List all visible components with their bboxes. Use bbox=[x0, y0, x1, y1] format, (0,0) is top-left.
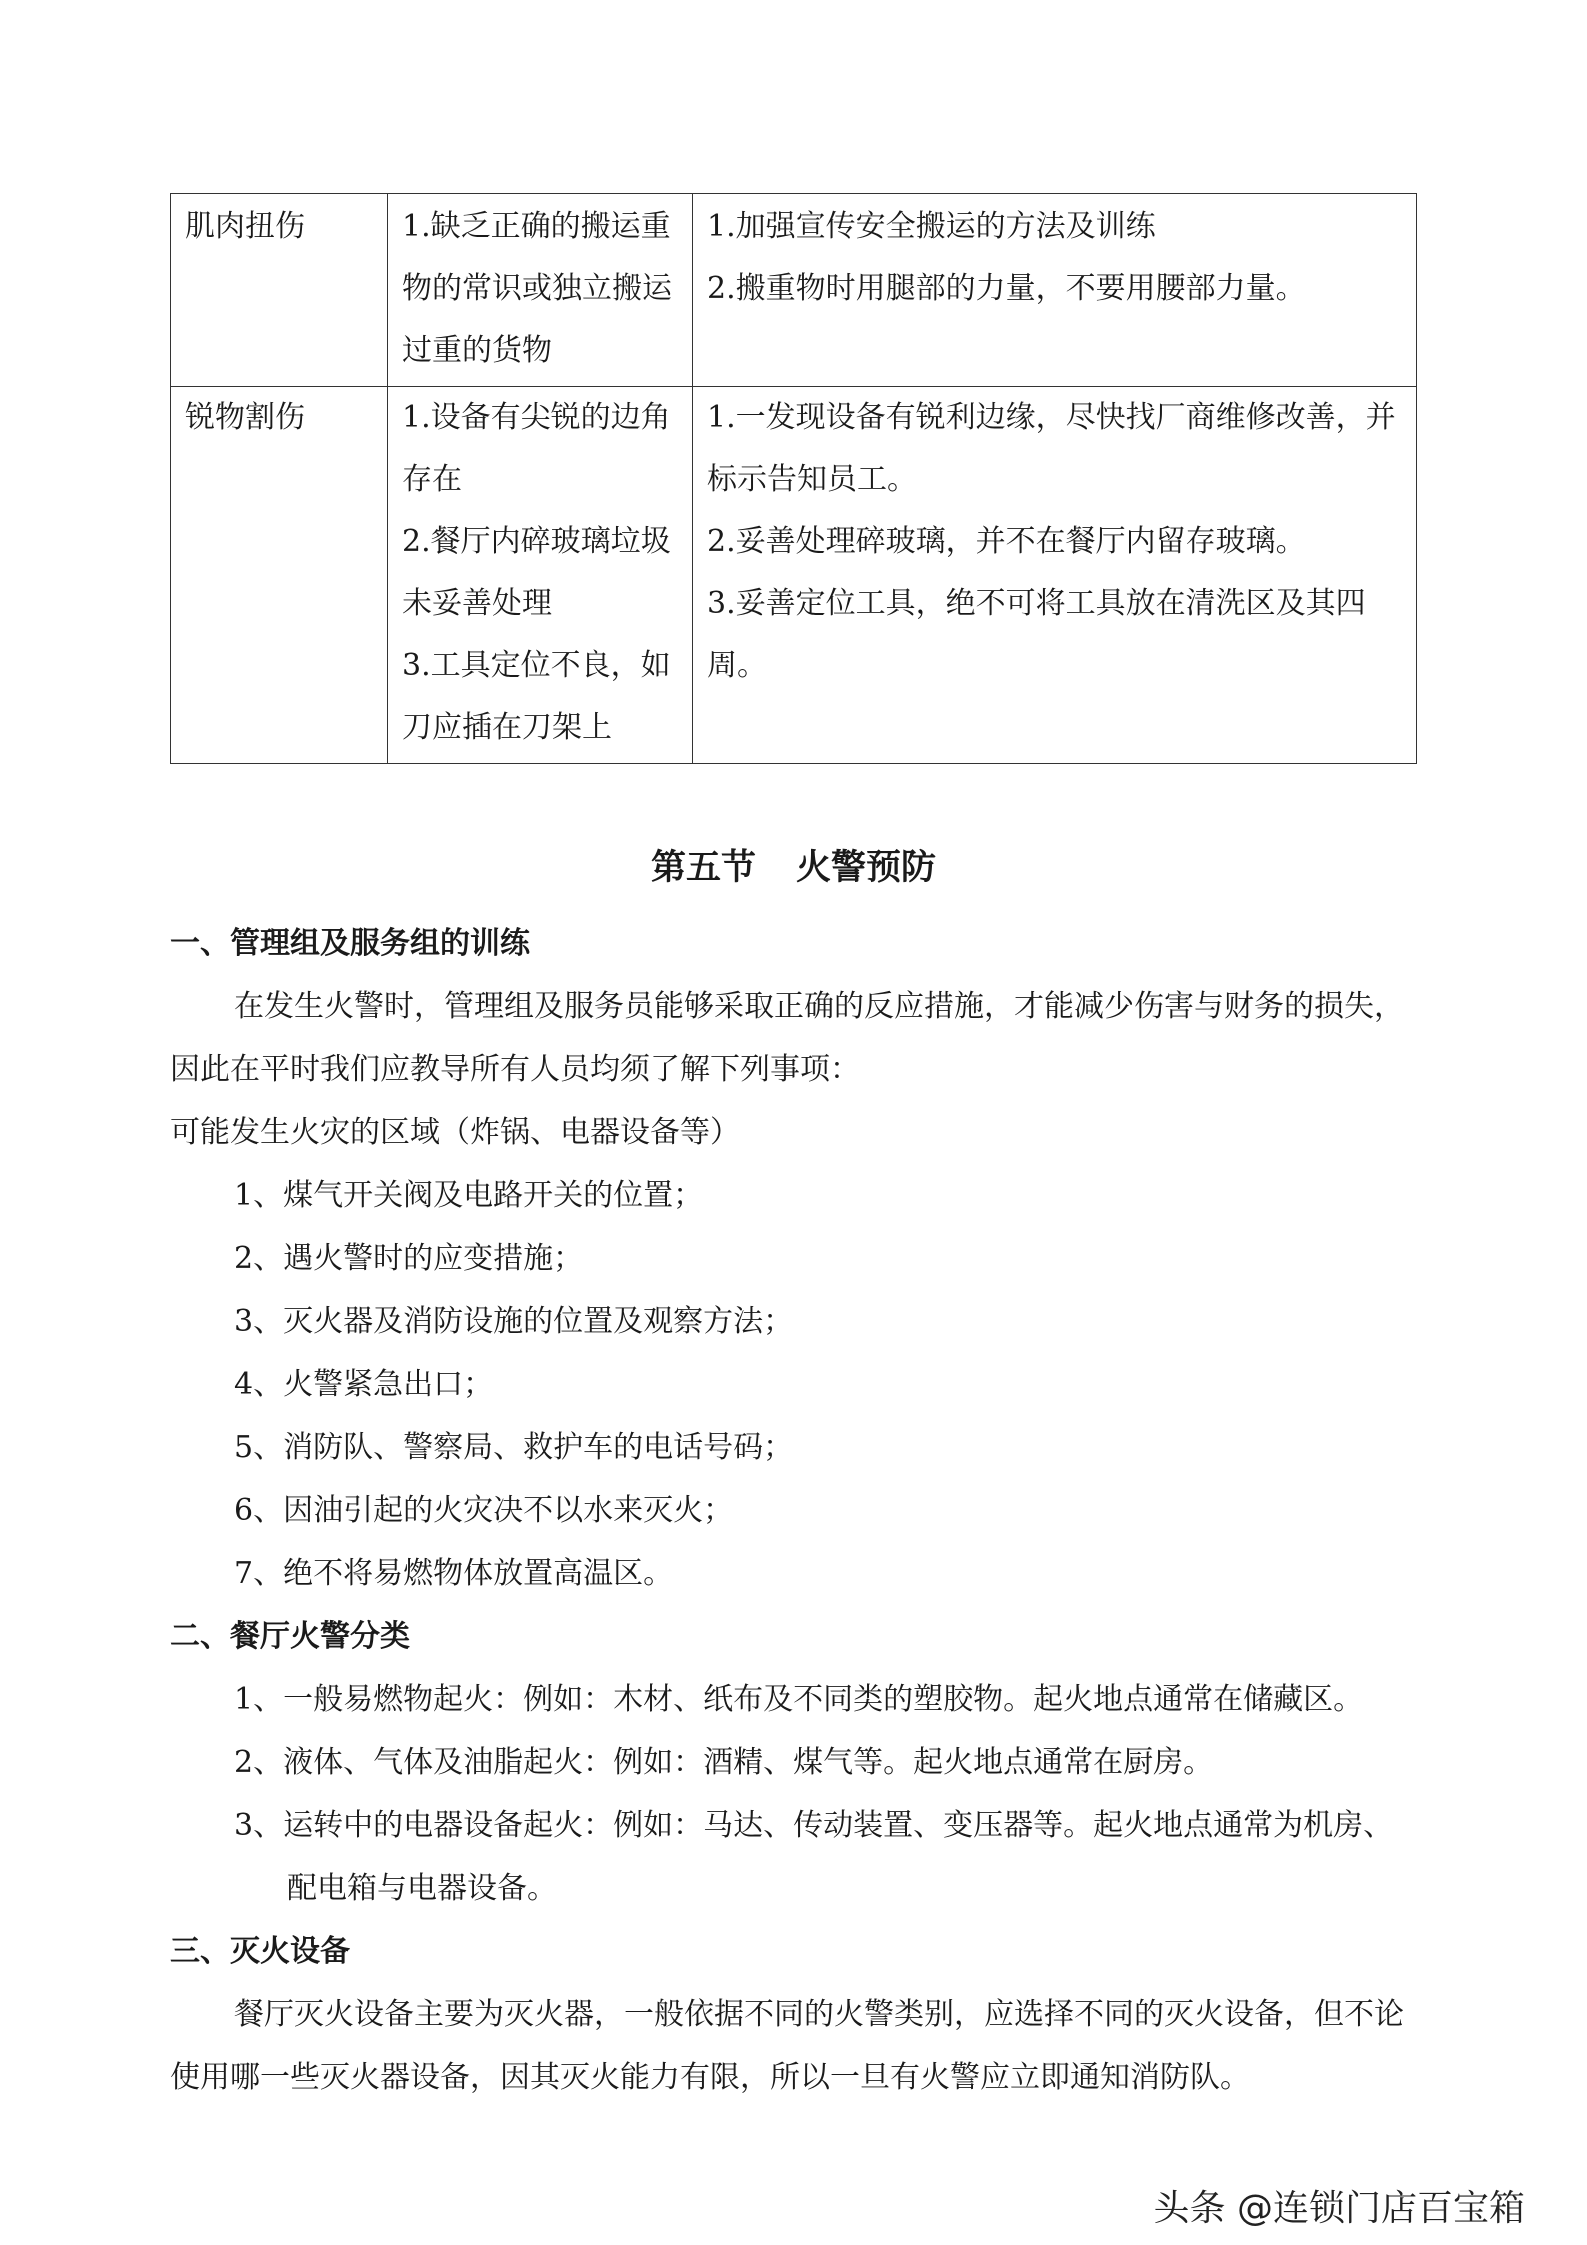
part3-heading: 三、灭火设备 bbox=[170, 1934, 350, 1969]
list-item: 2、遇火警时的应变措施； bbox=[234, 1241, 584, 1276]
document-body bbox=[170, 912, 1416, 2109]
measure-item: 3.妥善定位工具，绝不可将工具放在清洗区及其四周。 bbox=[707, 586, 1366, 683]
measures-cell bbox=[693, 194, 1417, 387]
measure-item: 2.搬重物时用腿部的力量，不要用腰部力量。 bbox=[707, 271, 1306, 306]
list-item: 2、液体、气体及油脂起火：例如：酒精、煤气等。起火地点通常在厨房。 bbox=[234, 1745, 1214, 1780]
cause-item: 1.设备有尖锐的边角存在 bbox=[402, 400, 671, 497]
hazard-cell: 肌肉扭伤 bbox=[171, 194, 388, 387]
measure-item: 1.加强宣传安全搬运的方法及训练 bbox=[707, 209, 1156, 244]
list-item: 4、火警紧急出口； bbox=[234, 1367, 494, 1402]
list-item: 1、煤气开关阀及电路开关的位置； bbox=[234, 1178, 704, 1213]
list-item: 1、一般易燃物起火：例如：木材、纸布及不同类的塑胶物。起火地点通常在储藏区。 bbox=[234, 1682, 1364, 1717]
table-row bbox=[171, 387, 1417, 764]
list-item: 7、绝不将易燃物体放置高温区。 bbox=[234, 1556, 674, 1591]
measures-cell bbox=[693, 387, 1417, 764]
measure-item: 1.一发现设备有锐利边缘，尽快找厂商维修改善，并标示告知员工。 bbox=[707, 400, 1396, 497]
causes-cell bbox=[388, 194, 693, 387]
part1-areas: 可能发生火灾的区域（炸锅、电器设备等） bbox=[170, 1115, 740, 1150]
hazard-table bbox=[170, 193, 1417, 764]
cause-item: 1.缺乏正确的搬运重物的常识或独立搬运过重的货物 bbox=[402, 209, 672, 368]
part1-intro: 在发生火警时，管理组及服务员能够采取正确的反应措施，才能减少伤害与财务的损失，因此在平时我们应教导所有人员均须了解下列事项： bbox=[170, 989, 1404, 1087]
list-item: 3、灭火器及消防设施的位置及观察方法； bbox=[234, 1304, 794, 1339]
causes-cell bbox=[388, 387, 693, 764]
section-number: 第五节 bbox=[650, 848, 756, 888]
section-title bbox=[0, 838, 1587, 898]
list-item: 5、消防队、警察局、救护车的电话号码； bbox=[234, 1430, 794, 1465]
watermark: 头条 @连锁门店百宝箱 bbox=[1153, 2188, 1525, 2229]
section-name: 火警预防 bbox=[796, 848, 937, 888]
hazard-cell: 锐物割伤 bbox=[171, 387, 388, 764]
measure-item: 2.妥善处理碎玻璃，并不在餐厅内留存玻璃。 bbox=[707, 524, 1306, 559]
part1-heading: 一、管理组及服务组的训练 bbox=[170, 926, 530, 961]
part2-heading: 二、餐厅火警分类 bbox=[170, 1619, 410, 1654]
cause-item: 3.工具定位不良，如刀应插在刀架上 bbox=[402, 648, 671, 745]
cause-item: 2.餐厅内碎玻璃垃圾未妥善处理 bbox=[402, 524, 671, 621]
table-row bbox=[171, 194, 1417, 387]
list-item: 3、运转中的电器设备起火：例如：马达、传动装置、变压器等。起火地点通常为机房、配电箱与电器设备。 bbox=[234, 1808, 1394, 1906]
part3-body: 餐厅灭火设备主要为灭火器，一般依据不同的火警类别，应选择不同的灭火设备，但不论使用哪一些灭火器设备，因其灭火能力有限，所以一旦有火警应立即通知消防队。 bbox=[170, 1997, 1404, 2095]
list-item: 6、因油引起的火灾决不以水来灭火； bbox=[234, 1493, 734, 1528]
